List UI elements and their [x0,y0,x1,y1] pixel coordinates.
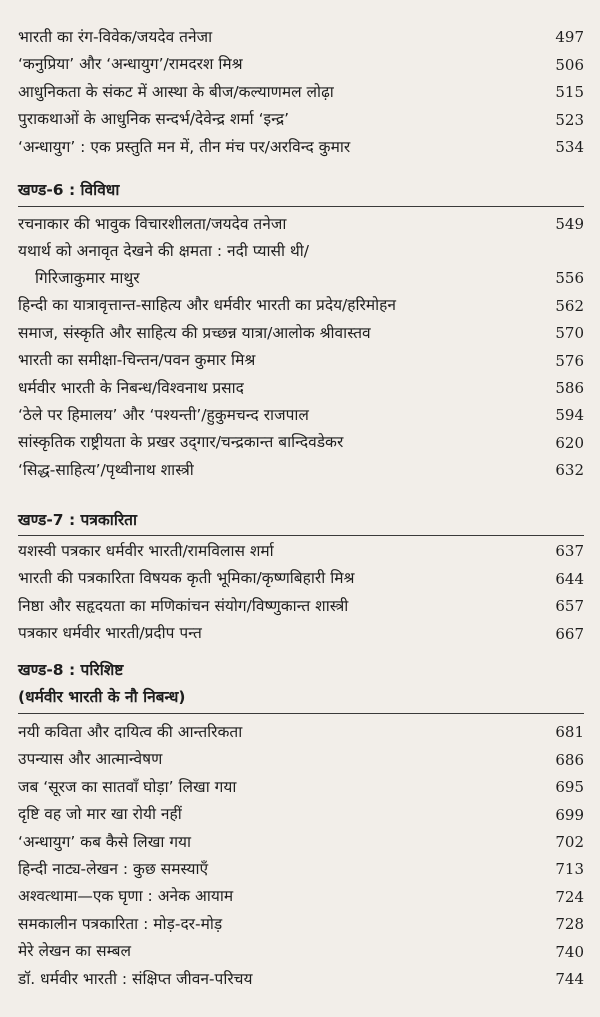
toc-entry [18,911,584,938]
entry-title: ‘कनुप्रिया’ और ‘अन्धायुग’/रामदरश मिश्र [18,55,243,74]
toc-entry [18,347,584,374]
entry-title: ‘अन्धायुग’ : एक प्रस्तुति मन में, तीन मंच पर/अरविन्द कुमार [18,137,351,156]
entry-title: जब ‘सूरज का सातवाँ घोड़ा’ लिखा गया [18,777,237,796]
entry-title: हिन्दी का यात्रावृत्तान्त-साहित्य और धर्मवीर भारती का प्रदेय/हरिमोहन [18,296,396,315]
entry-page: 506 [555,55,584,74]
entry-title: सांस्कृतिक राष्ट्रीयता के प्रखर उद्‌गार/चन्द्रकान्त बान्दिवडेकर [18,433,344,452]
section-subheading: (धर्मवीर भारती के नौ निबन्ध) [18,688,186,706]
entry-title: पत्रकार धर्मवीर भारती/प्रदीप पन्त [18,624,202,643]
entry-page: 549 [555,215,584,234]
entry-page: 594 [555,406,584,425]
toc-entry [18,856,584,883]
toc-entry [18,719,584,746]
toc-entry [18,593,584,620]
entry-title: ‘ठेले पर हिमालय’ और ‘पश्यन्ती’/हुकुमचन्द राजपाल [18,405,309,424]
entry-title: मेरे लेखन का सम्बल [18,942,131,961]
entry-page: 576 [555,351,584,370]
toc-entry [18,774,584,801]
entry-title: भारती की पत्रकारिता विषयक कृती भूमिका/कृष्णबिहारी मिश्र [18,569,355,588]
toc-entry [18,429,584,456]
toc-entry [18,565,584,592]
toc-entry [18,79,584,106]
entry-title: धर्मवीर भारती के निबन्ध/विश्वनाथ प्रसाद [18,378,244,397]
entry-page: 713 [555,860,584,879]
entry-page: 686 [555,750,584,769]
section-heading: खण्ड-7 : पत्रकारिता [18,511,138,529]
toc-entry [18,620,584,647]
entry-title: यशस्वी पत्रकार धर्मवीर भारती/रामविलास शर्मा [18,542,274,560]
entry-title: पुराकथाओं के आधुनिक सन्दर्भ/देवेन्द्र शर्मा ‘इन्द्र’ [18,110,290,129]
toc-entry [18,51,584,78]
entry-page: 534 [555,137,584,156]
entry-page: 695 [555,778,584,797]
entry-page: 728 [555,915,584,934]
entry-title [18,238,518,292]
entry-title: रचनाकार की भावुक विचारशीलता/जयदेव तनेजा [18,215,287,233]
entry-title: समाज, संस्कृति और साहित्य की प्रच्छन्न यात्रा/आलोक श्रीवास्तव [18,323,371,342]
toc-entry [18,801,584,828]
entry-title: भारती का रंग-विवेक/जयदेव तनेजा [18,28,213,46]
entry-title-line-2: गिरिजाकुमार माथुर [35,269,140,288]
toc-entry [18,538,584,565]
entry-page: 562 [555,296,584,315]
toc-section-7 [18,538,584,648]
toc-entry [18,402,584,429]
entry-title: नयी कविता और दायित्व की आन्तरिकता [18,723,243,741]
toc-group-continued [18,24,584,161]
entry-title: आधुनिकता के संकट में आस्था के बीज/कल्याणमल लोढ़ा [18,82,334,101]
entry-title: उपन्यास और आत्मान्वेषण [18,750,163,769]
entry-page: 570 [555,324,584,343]
toc-section-8 [18,719,584,993]
entry-page: 644 [555,569,584,588]
entry-page: 667 [555,624,584,643]
entry-page: 523 [555,110,584,129]
toc-entry [18,292,584,319]
toc-entry [18,457,584,484]
entry-page: 699 [555,805,584,824]
section-heading: खण्ड-6 : विविधा [18,181,120,199]
entry-page: 497 [555,28,584,47]
entry-page: 632 [555,461,584,480]
toc-entry [18,211,584,238]
entry-page: 681 [555,723,584,742]
entry-title: ‘अन्धायुग’ कब कैसे लिखा गया [18,832,192,851]
entry-title: हिन्दी नाट्य-लेखन : कुछ समस्याएँ [18,859,209,878]
toc-entry [18,238,584,292]
section-divider [18,713,584,714]
entry-title-line-1: यथार्थ को अनावृत देखने की क्षमता : नदी प्यासी थी/ [18,242,310,261]
entry-page: 702 [555,832,584,851]
section-heading: खण्ड-8 : परिशिष्ट [18,661,124,679]
entry-page: 637 [555,542,584,561]
toc-entry [18,375,584,402]
entry-title: डॉ. धर्मवीर भारती : संक्षिप्त जीवन-परिचय [18,969,253,988]
entry-title: दृष्टि वह जो मार खा रोयी नहीं [18,805,182,824]
toc-entry [18,966,584,993]
entry-page: 586 [555,378,584,397]
entry-page: 657 [555,597,584,616]
toc-entry [18,320,584,347]
section-divider [18,535,584,536]
toc-entry [18,134,584,161]
entry-page: 515 [555,83,584,102]
toc-entry [18,106,584,133]
toc-section-6 [18,211,584,484]
entry-page: 724 [555,887,584,906]
entry-title: निष्ठा और सहृदयता का मणिकांचन संयोग/विष्णुकान्त शास्त्री [18,596,349,615]
entry-page: 556 [555,269,584,288]
section-divider [18,206,584,207]
toc-entry [18,746,584,773]
entry-page: 620 [555,433,584,452]
entry-title: भारती का समीक्षा-चिन्तन/पवन कुमार मिश्र [18,351,256,370]
entry-page: 740 [555,942,584,961]
toc-entry [18,24,584,51]
toc-entry [18,938,584,965]
entry-title: ‘सिद्ध-साहित्य’/पृथ्वीनाथ शास्त्री [18,460,194,479]
entry-page: 744 [555,969,584,988]
toc-entry [18,883,584,910]
toc-entry [18,829,584,856]
entry-title: अश्वत्थामा—एक घृणा : अनेक आयाम [18,887,234,906]
entry-title: समकालीन पत्रकारिता : मोड़-दर-मोड़ [18,914,223,933]
